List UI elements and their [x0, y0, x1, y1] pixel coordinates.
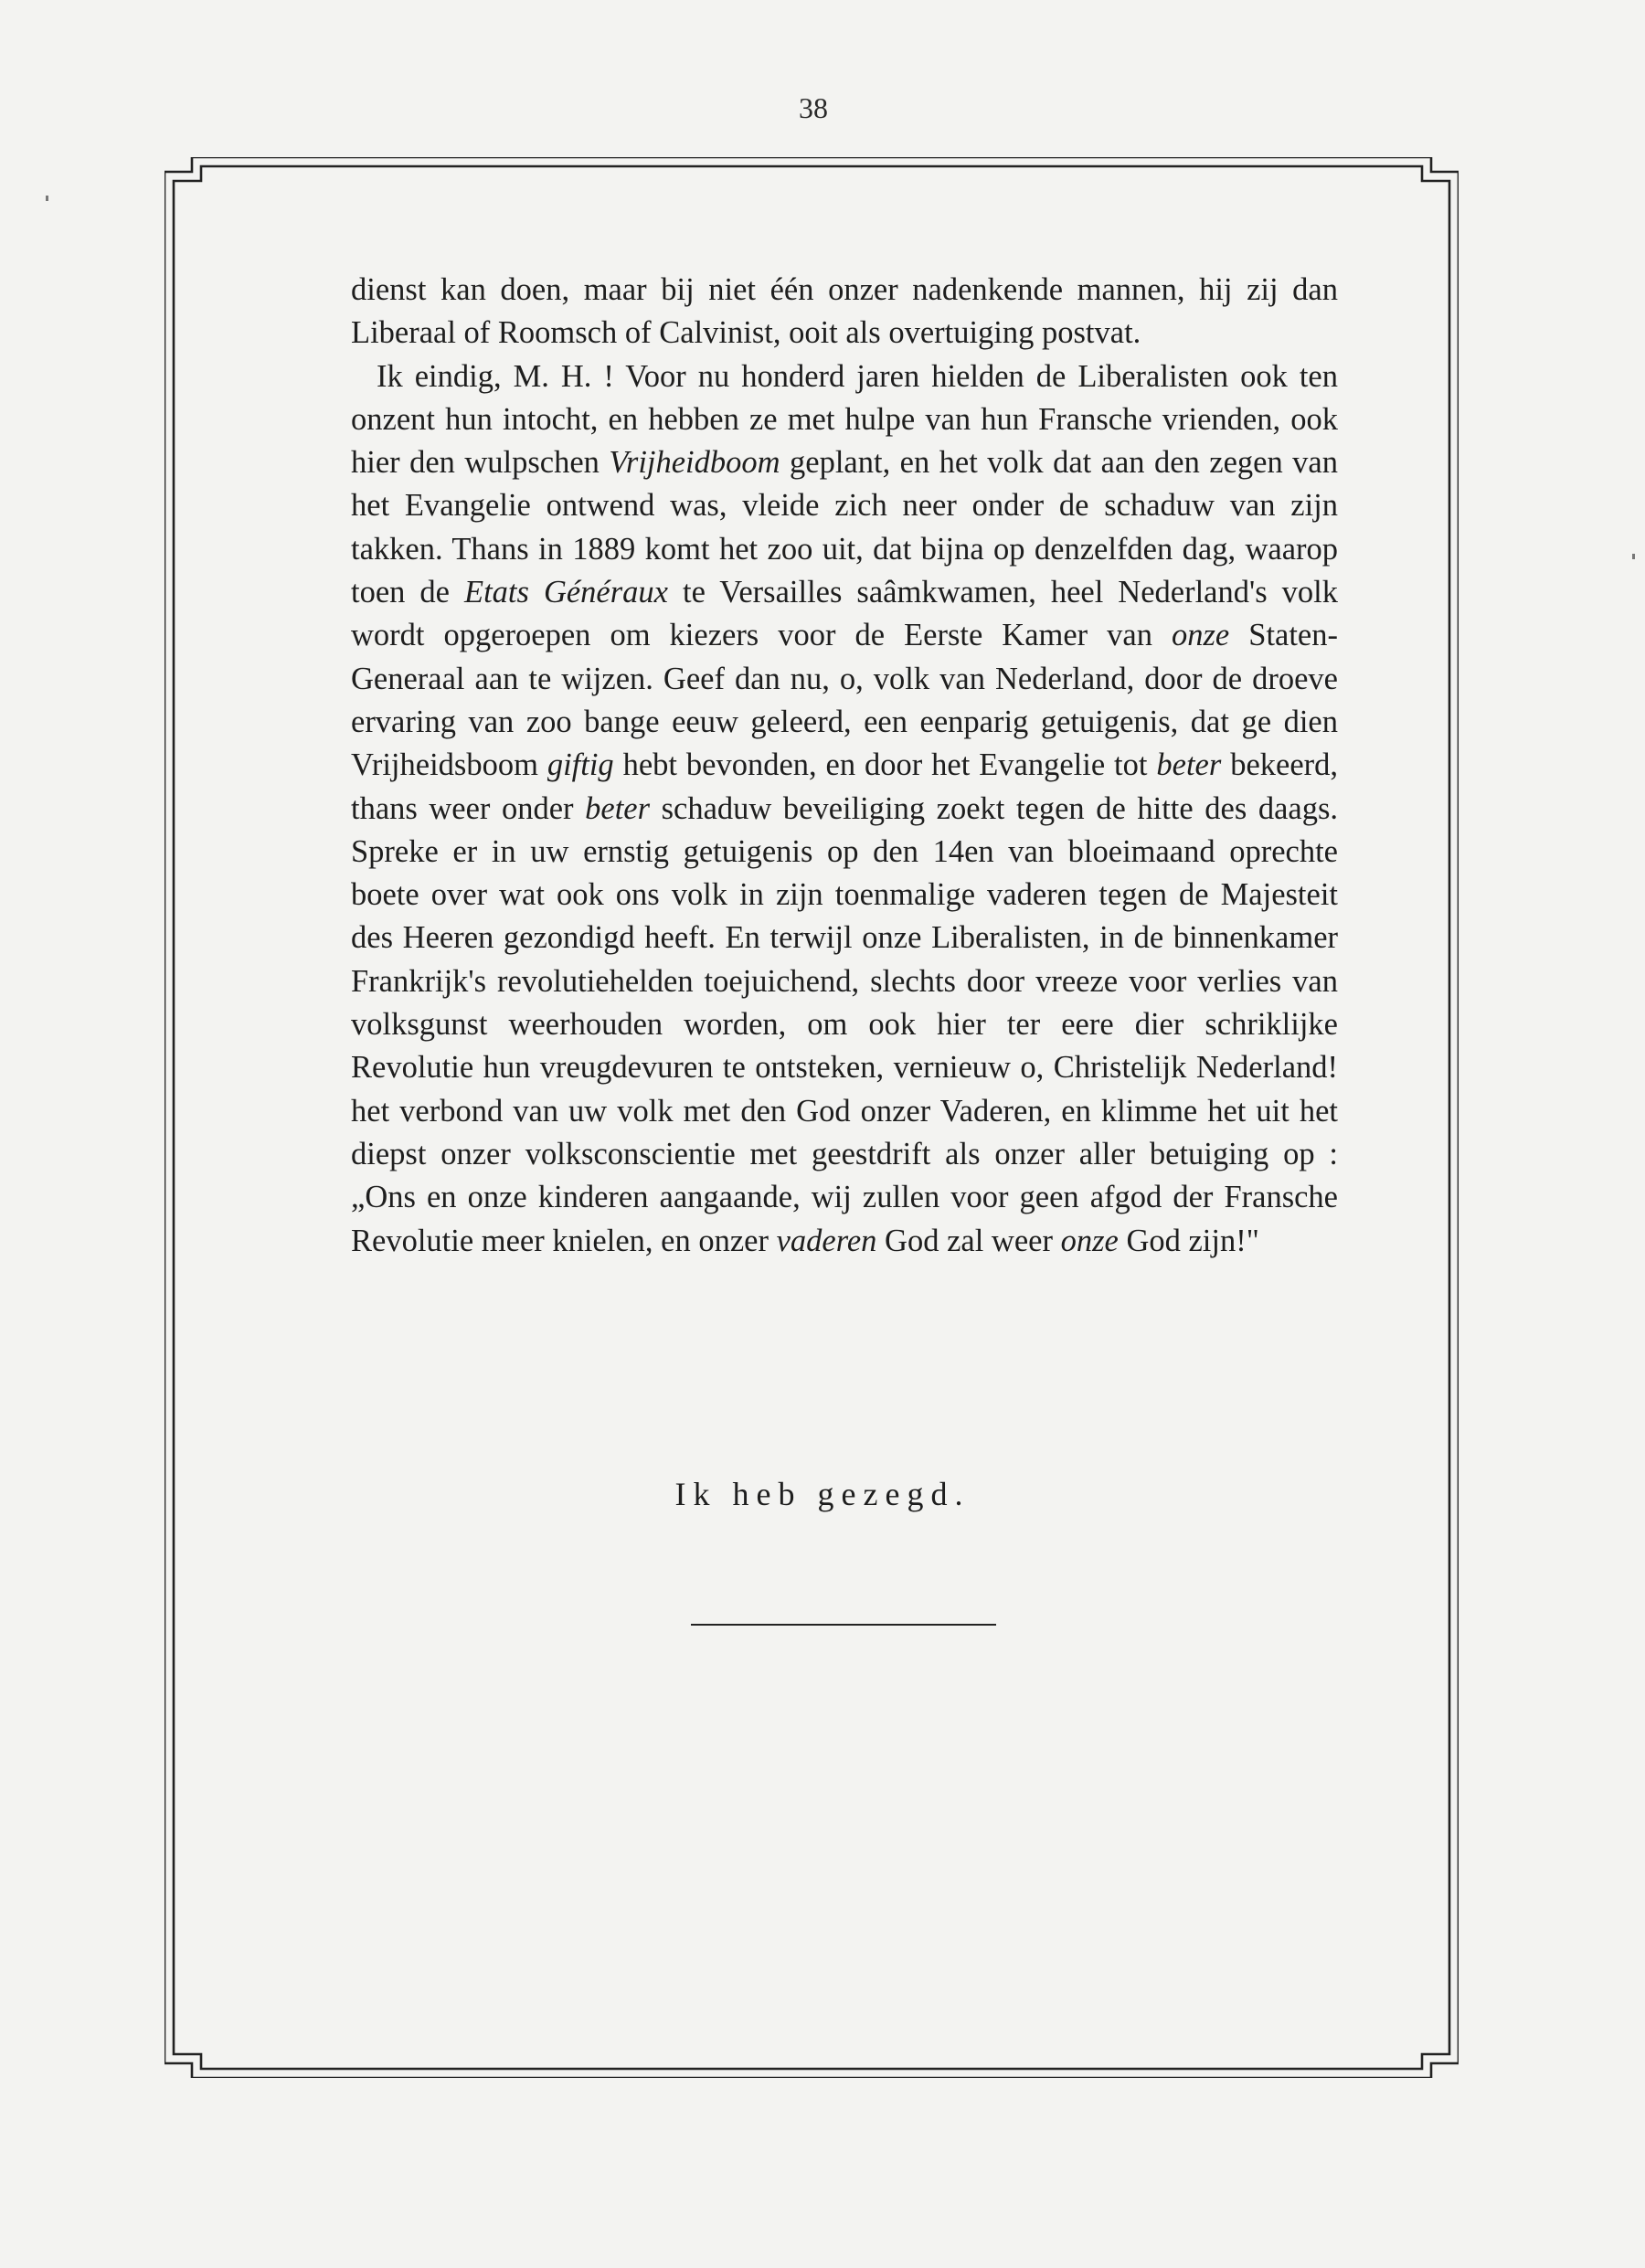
italic-run: beter — [585, 790, 651, 826]
text-run: bekeerd, thans weer onder — [351, 747, 1338, 826]
italic-run: Etats Généraux — [464, 575, 668, 610]
text-run: God zal weer — [876, 1223, 1061, 1258]
italic-run: onze — [1060, 1223, 1119, 1258]
text-run: schaduw beveiliging zoekt tegen de hitte des daags. Spreke er in uw ernstig getuigenis op den 14en van bloeimaand oprechte boete over wat ook ons volk in zijn toenmalige vaderen tegen de Majesteit des Heeren gezondigd heeft. En terwijl onze Liberalisten, in de binnenkamer Frankrijk's revolutiehelden toejuichend, slechts door vreeze voor verlies van volksgunst weerhouden worden, om ook hier ter eere dier schriklijke Revolutie hun vreugdevuren te ontsteken, vernieuw o, Christelijk Nederland! het verbond van uw volk met den God onzer Vaderen, en klimme het uit het diepst onzer volksconscientie met geestdrift als onzer aller betuiging op : „Ons en onze kinderen aangaande, wij zullen voor geen afgod der Fransche Revolutie meer knielen, en onzer — [351, 790, 1338, 1258]
page-number: 38 — [799, 91, 828, 124]
text-run: te Versailles saâmkwamen, heel Nederland's volk wordt opgeroepen om kiezers voor de Eerste Kamer van — [351, 575, 1338, 653]
body-text — [351, 269, 1338, 1263]
italic-run: beter — [1156, 747, 1222, 783]
italic-run: Vrijheidboom — [609, 445, 780, 481]
end-rule — [691, 1624, 996, 1626]
text-run: Staten-Generaal aan te wijzen. Geef dan nu, o, volk van Nederland, door de droeve ervaring van zoo bange eeuw geleerd, een eenparig getuigenis, dat ge dien Vrijheidsboom — [351, 618, 1338, 783]
margin-speck — [46, 196, 48, 201]
text-run: God zijn!" — [1118, 1223, 1259, 1258]
italic-run: vaderen — [776, 1223, 877, 1258]
paragraph-1: dienst kan doen, maar bij niet één onzer nadenkende mannen, hij zij dan Liberaal of Roomsch of Calvinist, ooit als overtuiging postvat. — [351, 272, 1338, 351]
italic-run: onze — [1172, 618, 1230, 653]
text-run: hebt bevonden, en door het Evangelie tot — [613, 747, 1157, 783]
closing-line: Ik heb gezegd. — [674, 1476, 971, 1512]
italic-run: giftig — [547, 747, 614, 783]
text-run: Ik eindig, M. H. ! Voor nu honderd jaren hielden de Liberalisten ook ten onzent hun intocht, en hebben ze met hulpe van hun Fransche vrienden, ook hier den wulpschen — [351, 358, 1338, 481]
paragraph-2 — [351, 355, 1338, 1263]
text-run: geplant, en het volk dat aan den zegen van het Evangelie ontwend was, vleide zich neer onder de schaduw van zijn takken. Thans in 1889 komt het zoo uit, dat bijna op denzelfden dag, waarop toen de — [351, 445, 1338, 610]
margin-speck — [1632, 554, 1635, 559]
